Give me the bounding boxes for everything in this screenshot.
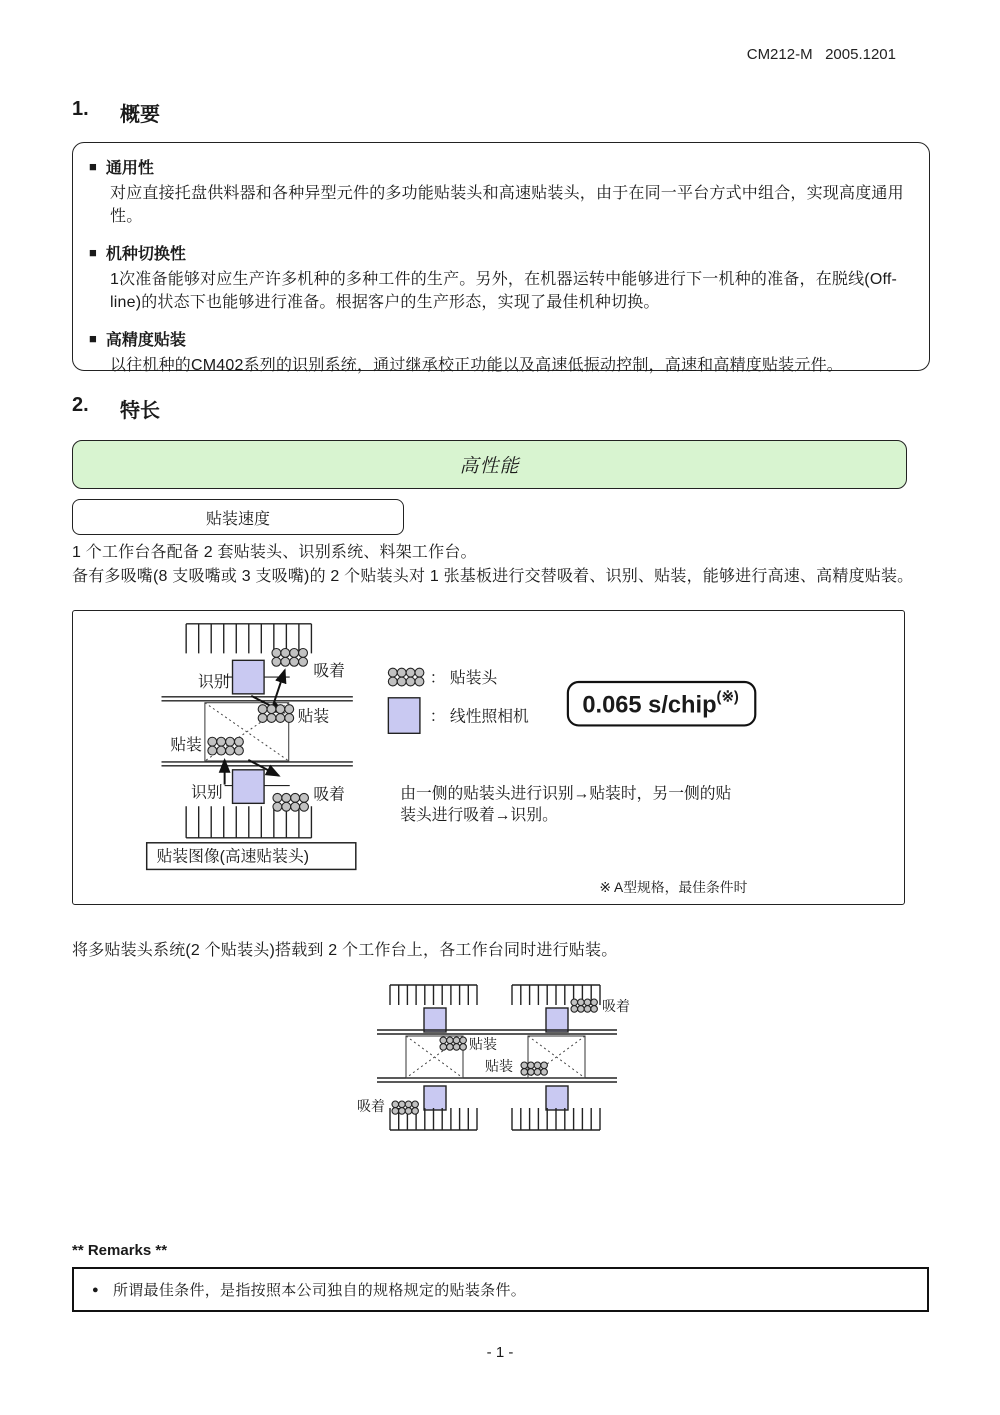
nozzle-circle <box>285 714 294 723</box>
explanation-line-1: 由一侧的贴装头进行识别→贴装时，另一侧的贴 <box>400 785 732 803</box>
nozzle-circle <box>591 1006 598 1013</box>
topic-text: 贴装速度 <box>205 510 270 528</box>
nozzle-circle <box>399 1101 406 1108</box>
feature-heading <box>89 155 913 178</box>
feature-body: 1次准备能够对应生产许多机种的多种工件的生产。另外，在机器运转中能够进行下一机种的准备，在脱线(Off-line)的状态下也能够进行准备。根据客户的生产形态，实现了最佳机种切换。 <box>110 271 898 311</box>
remarks-box <box>72 1267 929 1312</box>
linear-camera-rect <box>546 1086 568 1110</box>
nozzle-circle <box>406 668 415 677</box>
feature-heading-text: 通用性 <box>105 160 154 177</box>
nozzle-circle <box>281 657 290 666</box>
square-bullet-icon: ■ <box>89 331 97 346</box>
feature-body: 以往机种的CM402系列的识别系统，通过继承校正功能以及高速低振动控制，高速和高精度贴装元件。 <box>110 357 843 374</box>
label-recognize: 识别 <box>191 784 223 802</box>
section-1-title <box>72 98 160 127</box>
remarks-title: ** Remarks ** <box>72 1242 168 1259</box>
section-1-heading: 概要 <box>120 104 160 126</box>
nozzle-circle <box>460 1044 467 1051</box>
section-2-number: 2. <box>72 394 89 416</box>
intro-line-1: 1 个工作台各配备 2 套贴装头、识别系统、料架工作台。 <box>72 544 477 561</box>
nozzle-circle <box>406 677 415 686</box>
nozzle-circle <box>453 1037 460 1044</box>
nozzle-circle <box>217 746 226 755</box>
feeder-comb <box>390 985 477 1005</box>
placement-head-cluster <box>272 648 308 666</box>
nozzle-circle <box>299 657 308 666</box>
nozzle-circle <box>276 714 285 723</box>
legend-camera-label: ： 线性照相机 <box>429 708 529 726</box>
label-place: 贴装 <box>170 737 202 755</box>
speed-diagram-frame <box>72 610 905 905</box>
nozzle-circle <box>528 1062 535 1069</box>
nozzle-circle <box>272 657 281 666</box>
nozzle-circle <box>208 737 217 746</box>
speed-diagram <box>73 611 900 900</box>
placement-head-cluster <box>440 1037 466 1050</box>
explanation-line-2: 装头进行吸着→识别。 <box>400 807 558 825</box>
placement-head-cluster <box>521 1062 547 1075</box>
nozzle-circle <box>534 1069 541 1076</box>
linear-camera-rect <box>546 1008 568 1032</box>
square-bullet-icon: ■ <box>89 159 97 174</box>
feature-heading <box>89 241 913 264</box>
section-2-title <box>72 394 160 423</box>
nozzle-circle <box>290 657 299 666</box>
nozzle-circle <box>584 999 591 1006</box>
section-2-heading: 特长 <box>120 400 160 422</box>
nozzle-circle <box>440 1037 447 1044</box>
placement-head-cluster <box>571 999 597 1012</box>
caption-text: 贴装图像(高速贴装头) <box>156 848 309 866</box>
nozzle-circle <box>234 746 243 755</box>
placement-head-cluster <box>208 737 244 755</box>
feature-item <box>89 155 913 228</box>
nozzle-circle <box>226 737 235 746</box>
nozzle-circle <box>217 737 226 746</box>
nozzle-circle <box>299 648 308 657</box>
legend-head-label: ： 贴装头 <box>429 670 498 688</box>
nozzle-circle <box>388 668 397 677</box>
nozzle-circle <box>453 1044 460 1051</box>
nozzle-circle <box>397 677 406 686</box>
section-1-number: 1. <box>72 98 89 120</box>
nozzle-circle <box>281 648 290 657</box>
nozzle-circle <box>541 1069 548 1076</box>
nozzle-circle <box>460 1037 467 1044</box>
nozzle-circle <box>571 1006 578 1013</box>
banner-text: 高性能 <box>459 456 520 477</box>
placement-head-cluster <box>392 1101 418 1114</box>
nozzle-circle <box>584 1006 591 1013</box>
linear-camera-rect <box>233 770 265 804</box>
nozzle-circle <box>258 705 267 714</box>
nozzle-circle <box>300 802 309 811</box>
nozzle-circle <box>208 746 217 755</box>
nozzle-circle <box>521 1062 528 1069</box>
nozzle-circle <box>534 1062 541 1069</box>
conveyor-rails <box>161 697 352 766</box>
label-pickup: 吸着 <box>313 663 345 681</box>
placement-head-cluster <box>273 793 309 811</box>
nozzle-circle <box>226 746 235 755</box>
nozzle-circle <box>267 705 276 714</box>
nozzle-circle <box>273 802 282 811</box>
speed-value: 0.065 s/chip(※) <box>582 689 739 719</box>
nozzle-circle <box>541 1062 548 1069</box>
nozzle-circle <box>415 668 424 677</box>
nozzle-circle <box>447 1044 454 1051</box>
mounting-speed-box <box>72 499 404 535</box>
remarks-text: 所谓最佳条件，是指按照本公司独自的规格规定的贴装条件。 <box>112 1282 527 1299</box>
label-pickup: 吸着 <box>602 998 630 1014</box>
feature-heading <box>89 327 913 350</box>
linear-camera-rect <box>424 1008 446 1032</box>
nozzle-circle <box>399 1108 406 1115</box>
page-number: - 1 - <box>486 1344 514 1361</box>
nozzle-circle <box>272 648 281 657</box>
overview-box <box>72 142 930 374</box>
placement-head-cluster <box>258 705 294 723</box>
label-pickup: 吸着 <box>313 786 345 804</box>
square-bullet-icon: ■ <box>89 245 97 260</box>
doc-id: CM212-M 2005.1201 <box>746 46 896 63</box>
nozzle-circle <box>392 1101 399 1108</box>
linear-camera-rect <box>233 660 265 694</box>
feature-heading-text: 机种切换性 <box>105 246 186 263</box>
nozzle-circle <box>285 705 294 714</box>
nozzle-circle <box>290 648 299 657</box>
nozzle-circle <box>234 737 243 746</box>
dual-stage-diagram <box>345 983 675 1135</box>
nozzle-circle <box>521 1069 528 1076</box>
feature-item <box>89 241 913 314</box>
nozzle-circle <box>578 999 585 1006</box>
label-place: 贴装 <box>485 1058 513 1074</box>
nozzle-circle <box>447 1037 454 1044</box>
label-recognize: 识别 <box>197 673 230 691</box>
legend-head-cluster <box>388 668 424 686</box>
linear-camera-rect <box>424 1086 446 1110</box>
intro-line-2: 备有多吸嘴(8 支吸嘴或 3 支吸嘴)的 2 个贴装头对 1 张基板进行交替吸着、识别、贴装，能够进行高速、高精度贴装。 <box>72 567 914 585</box>
nozzle-circle <box>412 1108 419 1115</box>
nozzle-circle <box>282 793 291 802</box>
feature-heading-text: 高精度贴装 <box>105 332 186 349</box>
nozzle-circle <box>528 1069 535 1076</box>
nozzle-circle <box>276 705 285 714</box>
nozzle-circle <box>291 793 300 802</box>
nozzle-circle <box>291 802 300 811</box>
high-performance-banner <box>72 440 907 489</box>
nozzle-circle <box>258 714 267 723</box>
nozzle-circle <box>273 793 282 802</box>
nozzle-circle <box>397 668 406 677</box>
label-place: 贴装 <box>297 708 330 726</box>
conveyor-rails <box>377 1030 617 1082</box>
nozzle-circle <box>392 1108 399 1115</box>
feature-body: 对应直接托盘供料器和各种异型元件的多功能贴装头和高速贴装头，由于在同一平台方式中组合，实现高度通用性。 <box>110 185 904 225</box>
nozzle-circle <box>405 1108 412 1115</box>
nozzle-circle <box>405 1101 412 1108</box>
nozzle-circle <box>591 999 598 1006</box>
nozzle-circle <box>282 802 291 811</box>
nozzle-circle <box>388 677 397 686</box>
label-place: 贴装 <box>469 1036 497 1052</box>
nozzle-circle <box>571 999 578 1006</box>
feature-item <box>89 327 913 377</box>
nozzle-circle <box>267 714 276 723</box>
nozzle-circle <box>440 1044 447 1051</box>
intro-paragraph <box>72 541 932 588</box>
feeder-comb <box>512 1108 600 1130</box>
nozzle-circle <box>412 1101 419 1108</box>
nozzle-circle <box>578 1006 585 1013</box>
dot-bullet-icon: ● <box>92 1283 99 1296</box>
nozzle-circle <box>300 793 309 802</box>
multi-head-paragraph: 将多贴装头系统(2 个贴装头)搭载到 2 个工作台上，各工作台同时进行贴装。 <box>72 942 618 959</box>
label-pickup: 吸着 <box>357 1098 385 1114</box>
nozzle-circle <box>415 677 424 686</box>
legend-camera-rect <box>388 698 420 734</box>
footnote-condition: ※ A型规格，最佳条件时 <box>599 880 748 896</box>
